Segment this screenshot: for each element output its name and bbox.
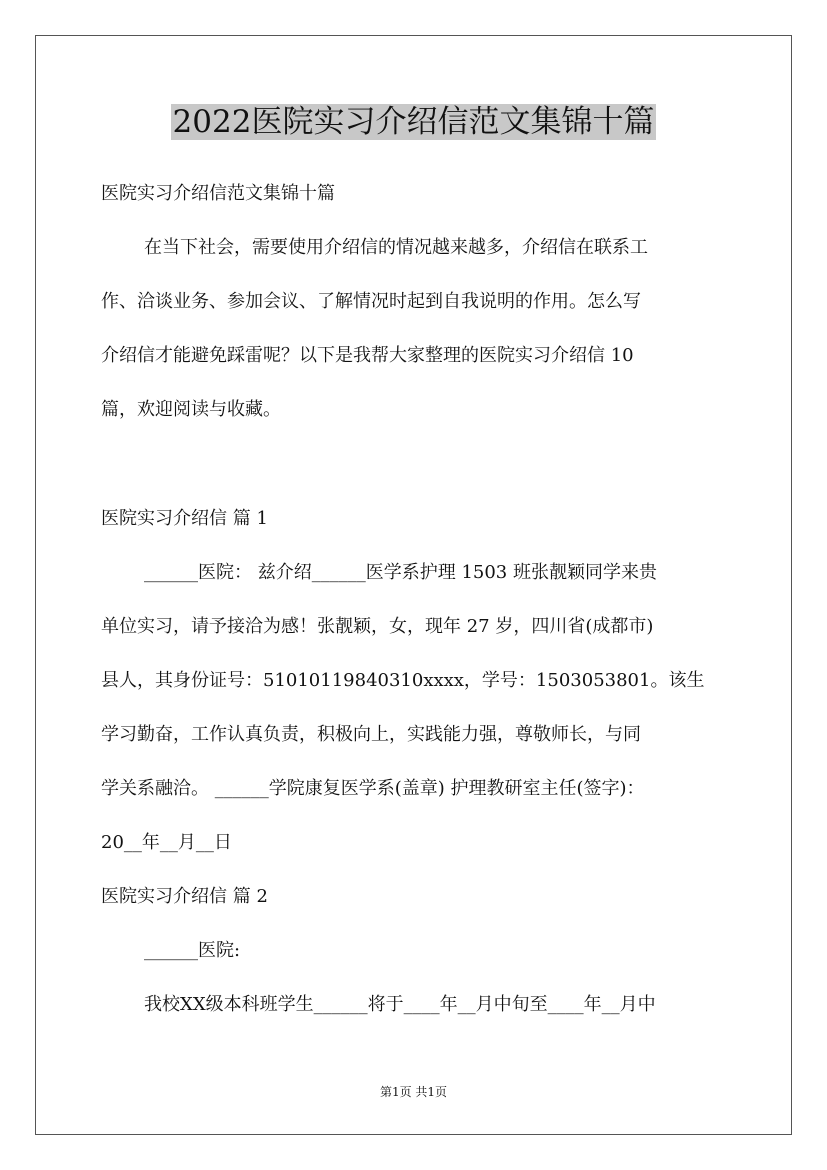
paragraph-line: 篇，欢迎阅读与收藏。 bbox=[101, 399, 281, 420]
paragraph-line: 学关系融洽。 ______学院康复医学系(盖章) 护理教研室主任(签字)： bbox=[101, 778, 645, 799]
page-footer: 第1页 共1页 bbox=[379, 1085, 448, 1099]
subtitle-line: 医院实习介绍信范文集锦十篇 bbox=[101, 183, 335, 204]
paragraph-line: 我校XX级本科班学生______将于____年__月中旬至____年__月中 bbox=[144, 994, 656, 1015]
paragraph-line: 县人，其身份证号：51010119840310xxxx，学号：1503053801。该生 bbox=[101, 670, 705, 691]
date-line: 20__年__月__日 bbox=[101, 832, 232, 853]
paragraph-line: 作、洽谈业务、参加会议、了解情况时起到自我说明的作用。怎么写 bbox=[101, 291, 641, 312]
document-title bbox=[0, 100, 827, 144]
paragraph-line: 介绍信才能避免踩雷呢？以下是我帮大家整理的医院实习介绍信 10 bbox=[101, 345, 634, 366]
paragraph-line: 在当下社会，需要使用介绍信的情况越来越多，介绍信在联系工 bbox=[144, 237, 648, 258]
section-heading-2: 医院实习介绍信 篇 2 bbox=[101, 886, 268, 907]
section-heading-1: 医院实习介绍信 篇 1 bbox=[101, 508, 268, 529]
paragraph-line: 单位实习，请予接洽为感！张靓颖，女，现年 27 岁，四川省(成都市) bbox=[101, 616, 654, 637]
paragraph-line: 学习勤奋，工作认真负责，积极向上，实践能力强，尊敬师长，与同 bbox=[101, 724, 641, 745]
paragraph-line: ______医院： 兹介绍______医学系护理 1503 班张靓颖同学来贵 bbox=[144, 562, 657, 583]
paragraph-line: ______医院: bbox=[144, 940, 241, 961]
document-title-text: 2022医院实习介绍信范文集锦十篇 bbox=[172, 104, 655, 140]
